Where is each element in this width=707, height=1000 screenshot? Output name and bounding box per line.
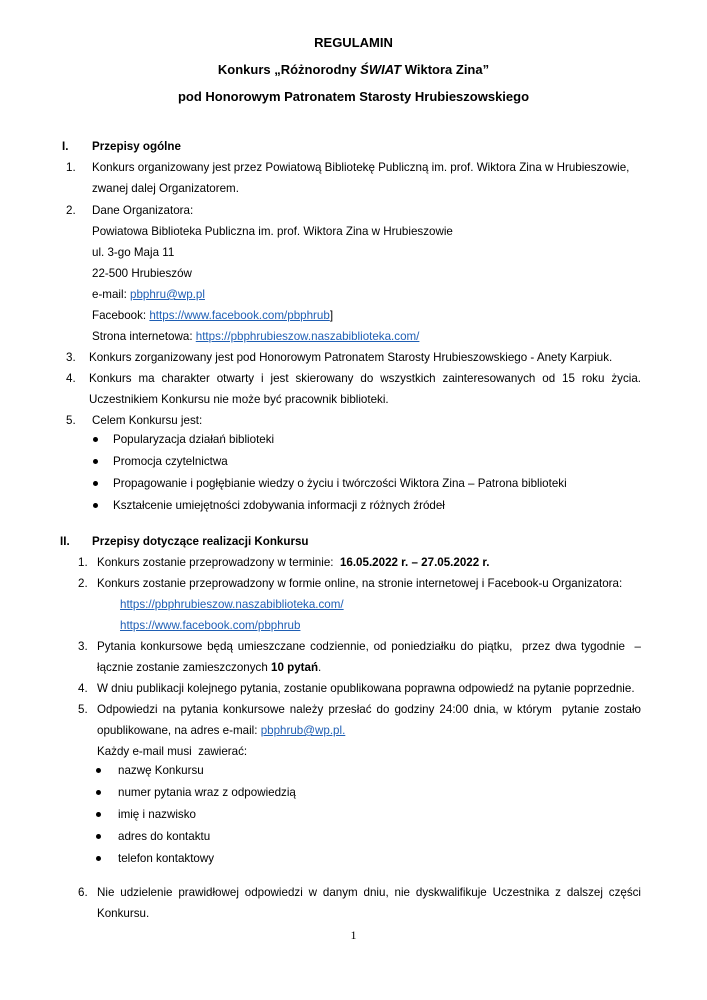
bullet-icon: [93, 459, 98, 464]
facebook-link-text[interactable]: https://www.facebook.com/pbphrub: [120, 619, 301, 632]
bullet-icon: [96, 856, 101, 861]
bullet-icon: [93, 503, 98, 508]
paragraph-line: Odpowiedzi na pytania konkursowe należy przesłać do godziny 24:00 dnia, w którym pytanie zostało: [97, 703, 641, 716]
organizer-facebook-row: [92, 310, 333, 322]
paragraph-line: [97, 662, 321, 674]
item-number: 2.: [66, 204, 76, 217]
list-item: adres do kontaktu: [118, 830, 211, 843]
website-link[interactable]: https://pbphrubieszow.naszabiblioteka.com/: [195, 330, 420, 343]
paragraph-line: [97, 725, 345, 737]
contest-dates: 16.05.2022 r. – 27.05.2022 r.: [339, 556, 490, 569]
facebook-label: Facebook:: [92, 309, 150, 322]
bullet-icon: [93, 437, 98, 442]
organizer-street: ul. 3-go Maja 11: [92, 246, 175, 259]
paragraph-line: W dniu publikacji kolejnego pytania, zostanie opublikowana poprawna odpowiedź na pytanie poprzednie.: [97, 682, 635, 695]
section-1-number: I.: [62, 140, 69, 153]
list-item: Kształcenie umiejętności zdobywania informacji z różnych źródeł: [113, 499, 445, 512]
list-item: Promocja czytelnictwa: [113, 455, 228, 468]
bullet-icon: [96, 790, 101, 795]
list-item: telefon kontaktowy: [118, 852, 215, 865]
item-number: 6.: [78, 886, 88, 899]
item-number: 1.: [78, 556, 88, 569]
organizer-website-row: [92, 331, 419, 343]
item-number: 3.: [78, 640, 88, 653]
bullet-icon: [96, 834, 101, 839]
item-number: 5.: [78, 703, 88, 716]
list-item: numer pytania wraz z odpowiedzią: [118, 786, 296, 799]
organizer-city: 22-500 Hrubieszów: [92, 267, 192, 280]
text: .: [318, 661, 322, 674]
text: opublikowane, na adres e-mail:: [97, 724, 261, 737]
paragraph-line: Każdy e-mail musi zawierać:: [97, 745, 248, 758]
contest-name-post: Wiktora Zina”: [401, 62, 490, 77]
email-label: e-mail:: [92, 288, 131, 301]
section-1-heading: Przepisy ogólne: [92, 140, 181, 153]
organizer-name: Powiatowa Biblioteka Publiczna im. prof. Wiktora Zina w Hrubieszowie: [92, 225, 453, 238]
paragraph-line: Konkurs zorganizowany jest pod Honorowym Patronatem Starosty Hrubieszowskiego - Anety Karpiuk.: [89, 351, 613, 364]
website-link[interactable]: [120, 599, 344, 611]
item-number: 4.: [66, 372, 76, 385]
item-number: 2.: [78, 577, 88, 590]
paragraph-line: [97, 557, 490, 569]
facebook-link[interactable]: https://www.facebook.com/pbphrub: [149, 309, 330, 322]
contest-name-emphasis: ŚWIAT: [360, 62, 402, 77]
page-title: REGULAMIN: [314, 35, 393, 50]
paragraph-line: Konkurs organizowany jest przez Powiatową Bibliotekę Publiczną im. prof. Wiktora Zina w Hrubieszowie,: [92, 161, 630, 174]
website-link-text[interactable]: https://pbphrubieszow.naszabiblioteka.com/: [120, 598, 344, 611]
goals-label: Celem Konkursu jest:: [92, 414, 203, 427]
text: łącznie zostanie zamieszczonych: [97, 661, 271, 674]
item-number: 5.: [66, 414, 76, 427]
bullet-icon: [96, 768, 101, 773]
list-item: imię i nazwisko: [118, 808, 196, 821]
item-number: 1.: [66, 161, 76, 174]
item-number: 4.: [78, 682, 88, 695]
contest-name-pre: Konkurs „Różnorodny: [217, 62, 361, 77]
paragraph-line: Konkursu.: [97, 907, 150, 920]
contest-name: [0, 63, 707, 76]
paragraph-line: zwanej dalej Organizatorem.: [92, 182, 239, 195]
organizer-label: Dane Organizatora:: [92, 204, 194, 217]
paragraph-line: Nie udzielenie prawidłowej odpowiedzi w danym dniu, nie dyskwalifikuje Uczestnika z dalszej części: [97, 886, 641, 899]
page-number: 1: [350, 928, 357, 942]
section-2-heading: Przepisy dotyczące realizacji Konkursu: [92, 535, 309, 548]
bracket: ]: [329, 309, 334, 322]
list-item: Popularyzacja działań biblioteki: [113, 433, 275, 446]
list-item: Propagowanie i pogłębianie wiedzy o życiu i twórczości Wiktora Zina – Patrona biblioteki: [113, 477, 567, 490]
paragraph-line: Konkurs zostanie przeprowadzony w formie online, na stronie internetowej i Facebook-u Organizatora:: [97, 577, 623, 590]
section-2-number: II.: [60, 535, 70, 548]
bullet-icon: [96, 812, 101, 817]
item-number: 3.: [66, 351, 76, 364]
term-text: Konkurs zostanie przeprowadzony w terminie:: [97, 556, 340, 569]
email-link[interactable]: pbphru@wp.pl: [130, 288, 205, 301]
paragraph-line: Konkurs ma charakter otwarty i jest skierowany do wszystkich zainteresowanych od 15 roku życia.: [89, 372, 641, 385]
paragraph-line: Pytania konkursowe będą umieszczane codziennie, od poniedziałku do piątku, przez dwa tygodnie –: [97, 640, 641, 653]
email-link[interactable]: pbphrub@wp.pl.: [260, 724, 346, 737]
facebook-link[interactable]: [120, 620, 300, 632]
patronage-line: pod Honorowym Patronatem Starosty Hrubieszowskiego: [177, 89, 530, 104]
paragraph-line: Uczestnikiem Konkursu nie może być pracownik biblioteki.: [89, 393, 389, 406]
organizer-email-row: [92, 289, 205, 301]
list-item: nazwę Konkursu: [118, 764, 204, 777]
question-count: 10 pytań: [271, 661, 319, 674]
website-label: Strona internetowa:: [92, 330, 196, 343]
bullet-icon: [93, 481, 98, 486]
